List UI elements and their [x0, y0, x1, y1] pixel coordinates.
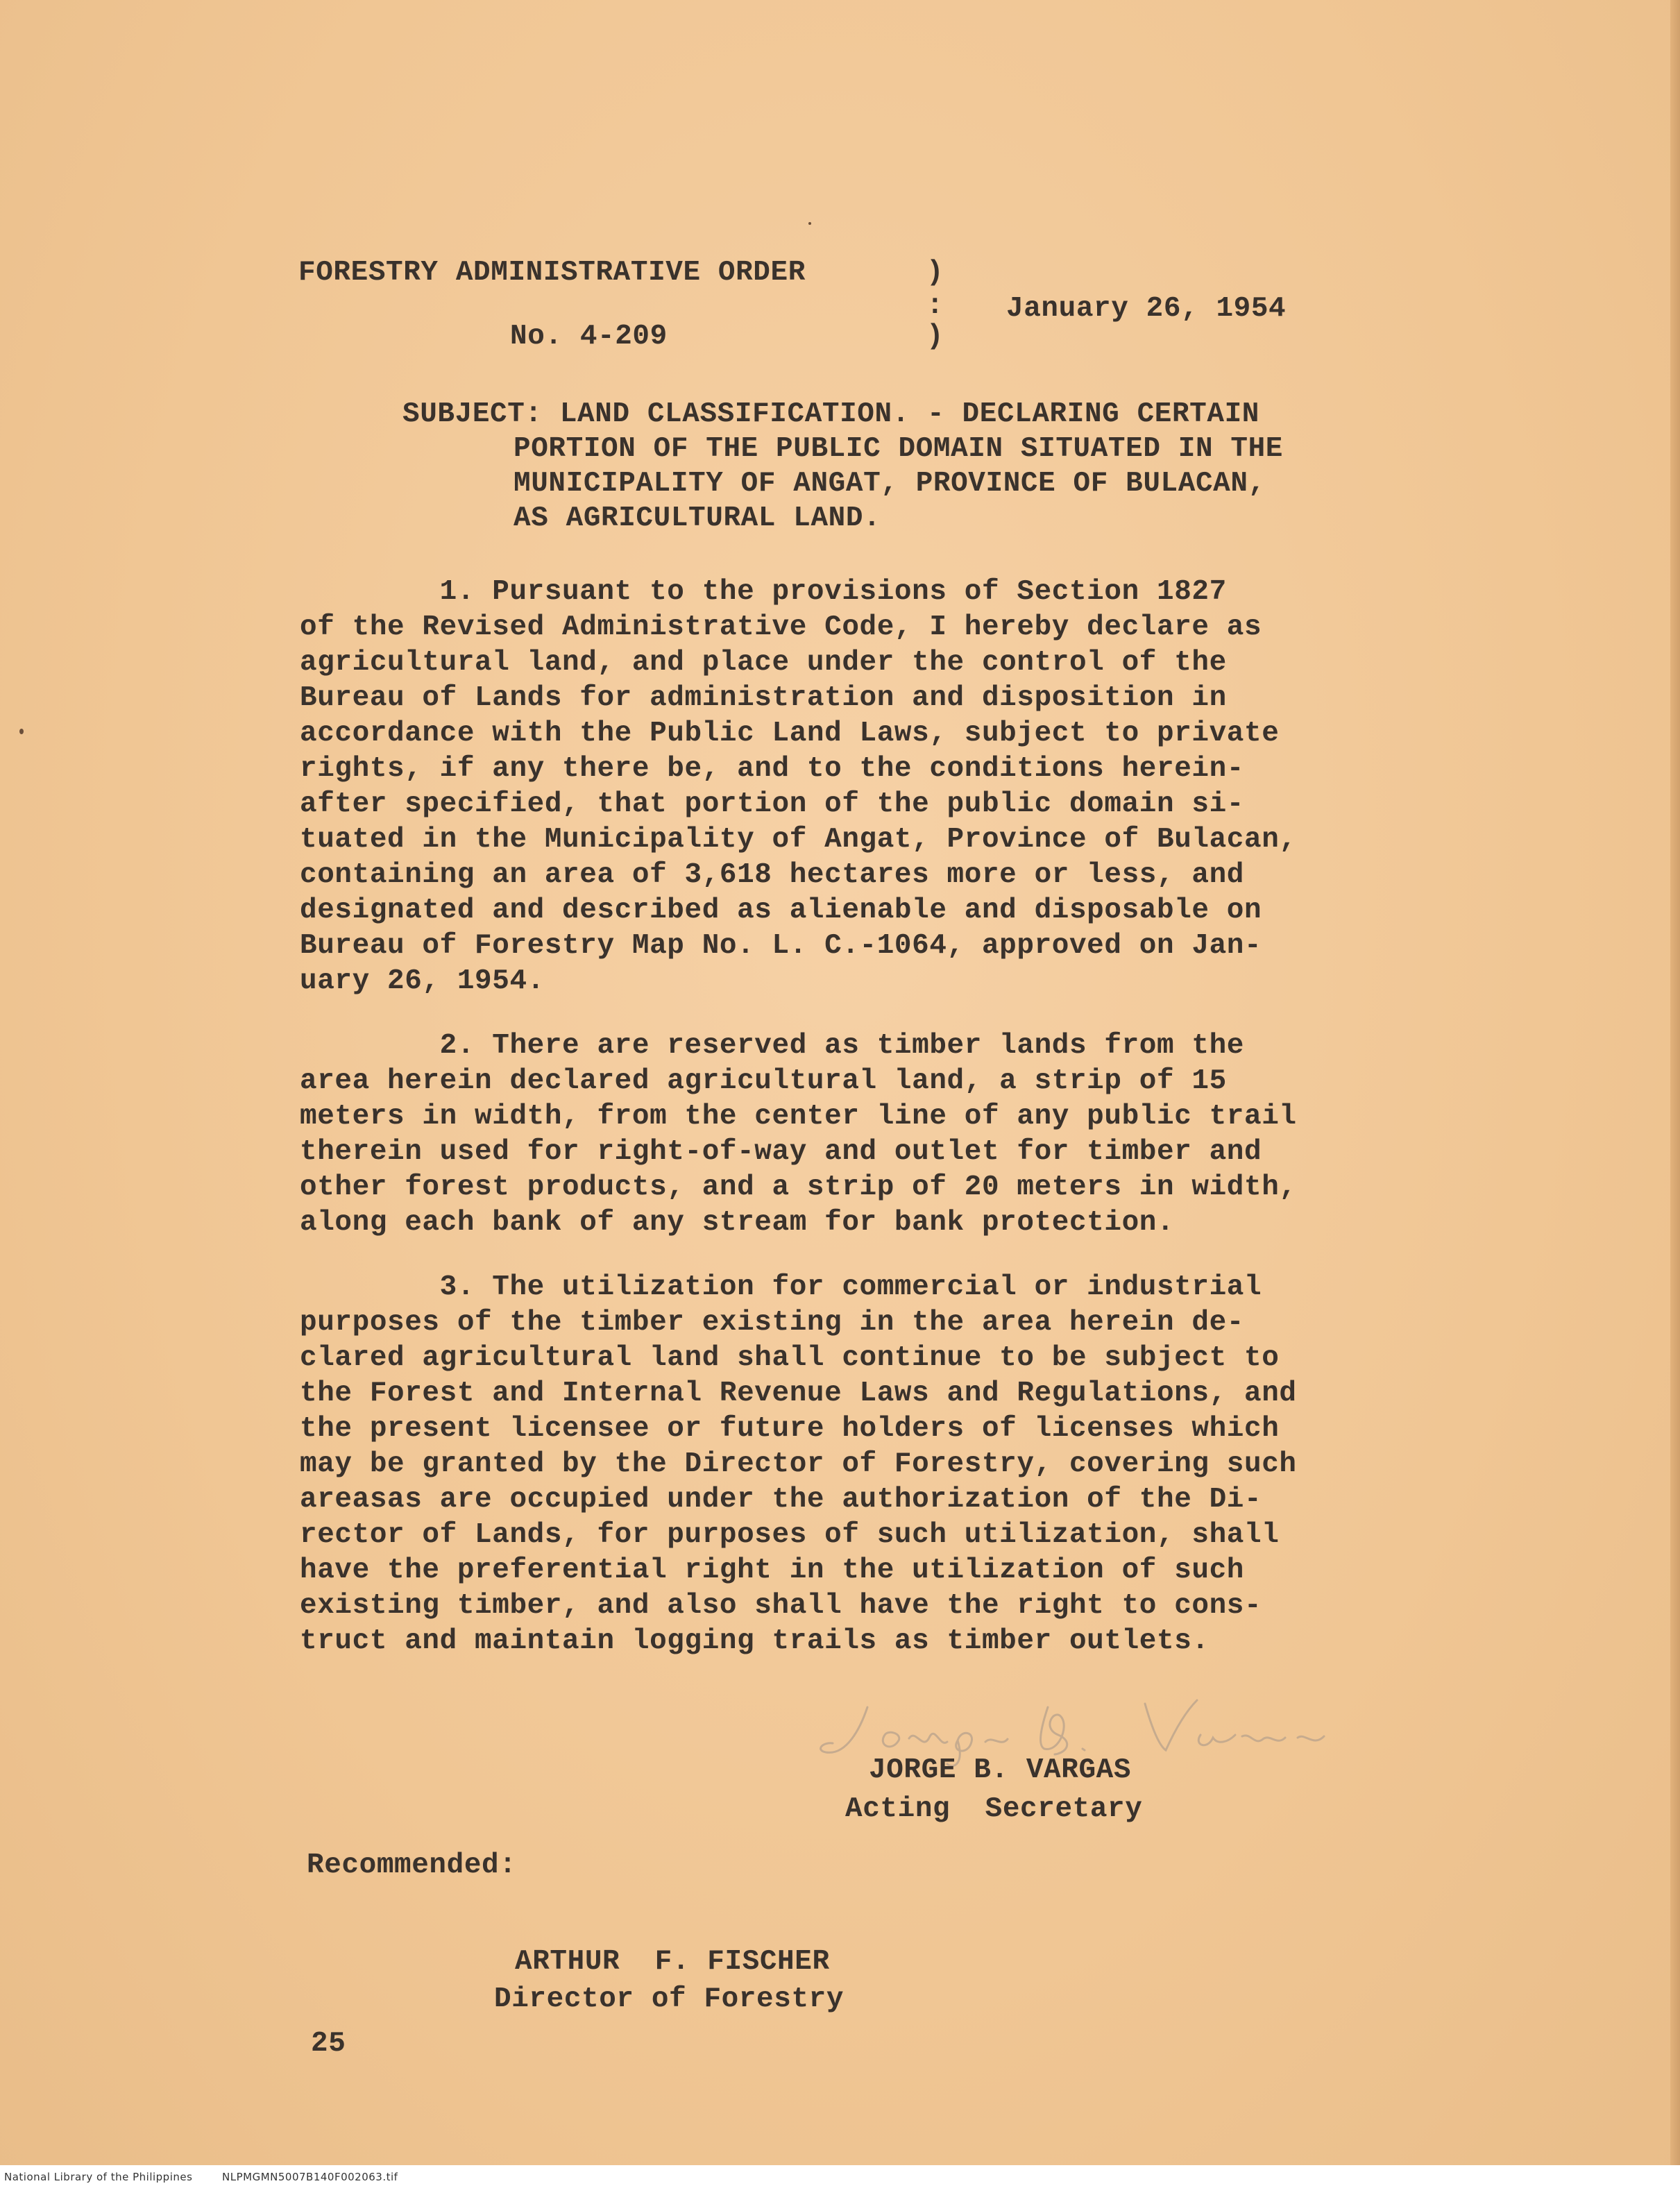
paragraph-line: agricultural land, and place under the control of the: [300, 647, 1227, 679]
paragraph-line: areasas are occupied under the authorization of the Di-: [300, 1484, 1262, 1516]
paragraph-line: meters in width, from the center line of any public trail: [300, 1101, 1297, 1133]
paragraph-line: 1. Pursuant to the provisions of Section 1827: [300, 576, 1227, 608]
paragraph-line: clared agricultural land shall continue to be subject to: [300, 1342, 1280, 1374]
subject-line: PORTION OF THE PUBLIC DOMAIN SITUATED IN THE: [514, 433, 1283, 465]
paragraph-line: may be granted by the Director of Forestry, covering such: [300, 1448, 1297, 1480]
signatory-name: JORGE B. VARGAS: [869, 1754, 1132, 1786]
recommender-name: ARTHUR F. FISCHER: [515, 1946, 830, 1978]
signature-stroke: [1145, 1700, 1197, 1750]
header-bracket-mid: :: [926, 290, 944, 322]
paragraph-line: after specified, that portion of the public domain si-: [300, 788, 1245, 820]
signature-stroke: [1242, 1736, 1285, 1741]
paper-edge: [1670, 0, 1680, 2186]
scan-footer-strip: [0, 2165, 1680, 2186]
signature-stroke: [985, 1739, 1008, 1742]
paper-speck: [19, 729, 24, 734]
paragraph-line: rights, if any there be, and to the conditions herein-: [300, 753, 1245, 785]
paragraph-line: purposes of the timber existing in the area herein de-: [300, 1307, 1245, 1339]
paragraph-line: uary 26, 1954.: [300, 965, 545, 997]
signature-stroke: [1041, 1707, 1067, 1754]
paragraph-line: of the Revised Administrative Code, I hereby declare as: [300, 611, 1262, 643]
paragraph-1: [300, 575, 1493, 999]
header-bracket-bottom: ): [926, 321, 944, 353]
footer-file-label: NLPMGMN5007B140F002063.tif: [222, 2171, 398, 2183]
paper-speck: [808, 222, 811, 225]
subject-line: MUNICIPALITY OF ANGAT, PROVINCE OF BULACAN,: [514, 468, 1266, 500]
signature-stroke: [1298, 1736, 1324, 1740]
paragraph-line: the Forest and Internal Revenue Laws and Regulations, and: [300, 1378, 1297, 1409]
header-bracket-top: ): [926, 257, 944, 289]
paragraph-line: other forest products, and a strip of 20 meters in width,: [300, 1171, 1297, 1203]
footer-library-label: National Library of the Philippines: [4, 2171, 193, 2183]
paragraph-line: 3. The utilization for commercial or industrial: [300, 1271, 1262, 1303]
paragraph-line: area herein declared agricultural land, a strip of 15: [300, 1065, 1227, 1097]
paragraph-line: existing timber, and also shall have the right to cons-: [300, 1590, 1262, 1622]
signature-stroke: [821, 1707, 867, 1752]
paragraph-3: [300, 1270, 1493, 1659]
paragraph-line: tuated in the Municipality of Angat, Province of Bulacan,: [300, 824, 1297, 856]
signature-stroke: [883, 1732, 899, 1747]
paragraph-line: therein used for right-of-way and outlet for timber and: [300, 1136, 1262, 1168]
paragraph-line: containing an area of 3,618 hectares more or less, and: [300, 859, 1245, 891]
signature-stroke: [1083, 1749, 1085, 1750]
paragraph-2: [300, 1028, 1493, 1241]
paragraph-line: rector of Lands, for purposes of such utilization, shall: [300, 1519, 1280, 1551]
signature-stroke: [909, 1734, 947, 1743]
order-date: January 26, 1954: [1006, 293, 1287, 325]
recommender-title: Director of Forestry: [494, 1983, 845, 2015]
paragraph-line: have the preferential right in the utilization of such: [300, 1554, 1245, 1586]
order-number: No. 4-209: [510, 321, 668, 353]
paragraph-line: accordance with the Public Land Laws, subject to private: [300, 718, 1280, 749]
subject-block: [402, 397, 1283, 536]
paragraph-line: Bureau of Forestry Map No. L. C.-1064, approved on Jan-: [300, 930, 1262, 962]
recommended-label: Recommended:: [307, 1849, 517, 1881]
paragraph-line: along each bank of any stream for bank protection.: [300, 1207, 1175, 1239]
signature-stroke: [1198, 1735, 1235, 1745]
subject-line: SUBJECT: LAND CLASSIFICATION. - DECLARING CERTAIN: [402, 398, 1259, 430]
paragraph-line: designated and described as alienable and disposable on: [300, 895, 1262, 926]
signatory-title: Acting Secretary: [845, 1793, 1143, 1825]
paragraph-line: truct and maintain logging trails as timber outlets.: [300, 1625, 1210, 1657]
order-title: FORESTRY ADMINISTRATIVE ORDER: [298, 257, 806, 289]
paragraph-line: Bureau of Lands for administration and disposition in: [300, 682, 1227, 714]
paragraph-line: 2. There are reserved as timber lands from the: [300, 1030, 1245, 1062]
subject-line: AS AGRICULTURAL LAND.: [514, 502, 881, 534]
page-number: 25: [311, 2028, 346, 2060]
paragraph-line: the present licensee or future holders of licenses which: [300, 1413, 1280, 1445]
